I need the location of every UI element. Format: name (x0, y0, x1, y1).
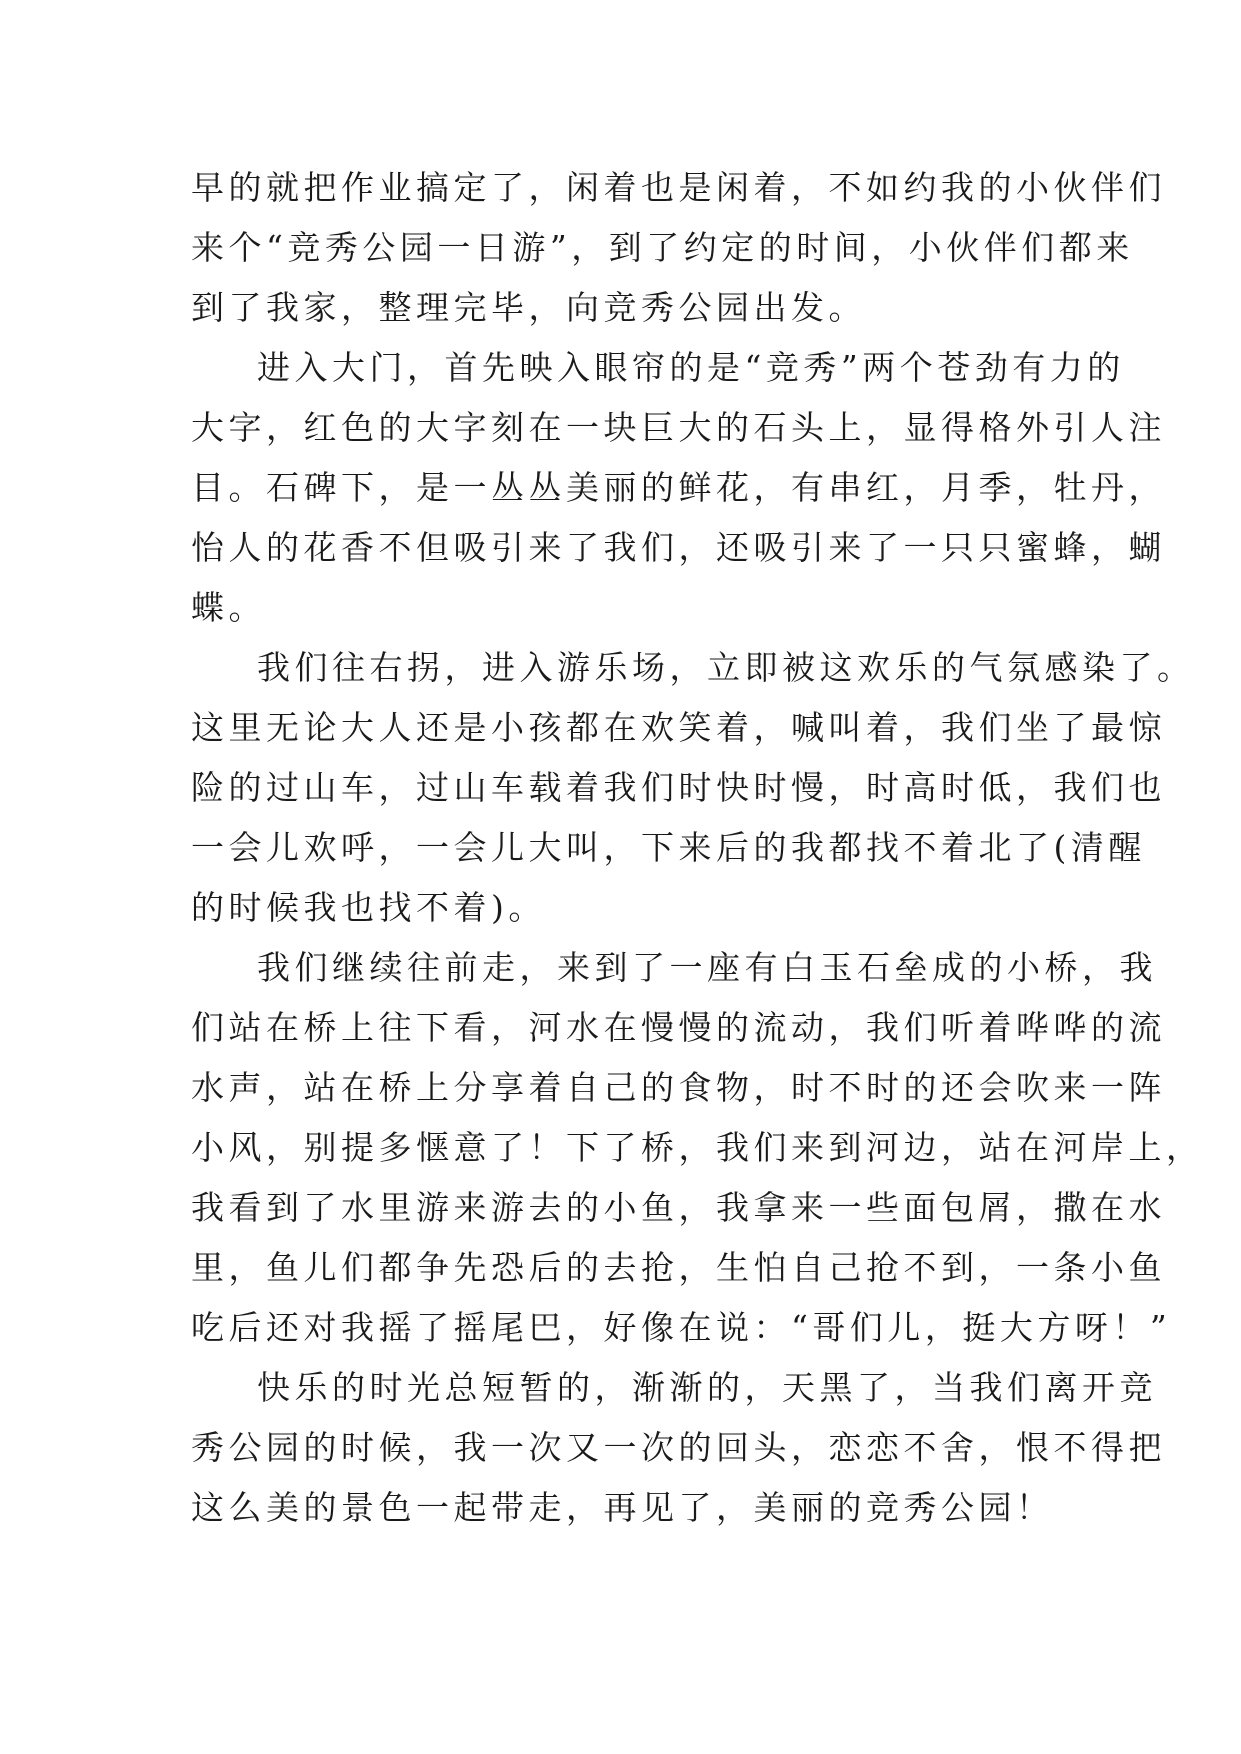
text-line: 到了我家，整理完毕，向竞秀公园出发。 (191, 288, 866, 327)
paragraph (191, 158, 1166, 338)
text-line: 这么美的景色一起带走，再见了，美丽的竞秀公园！ (191, 1488, 1054, 1527)
text-line: 早的就把作业搞定了，闲着也是闲着，不如约我的小伙伴们 (191, 168, 1166, 207)
paragraph (191, 638, 1195, 938)
text-line: 水声，站在桥上分享着自己的食物，时不时的还会吹来一阵 (191, 1068, 1166, 1107)
text-line: 大字，红色的大字刻在一块巨大的石头上，显得格外引人注 (191, 408, 1166, 447)
document-body (191, 158, 1204, 1538)
text-line: 怡人的花香不但吸引来了我们，还吸引来了一只只蜜蜂，蝴 (191, 528, 1166, 567)
text-line: 来个“竞秀公园一日游”，到了约定的时间，小伙伴们都来 (191, 228, 1134, 267)
paragraph (191, 1358, 1166, 1538)
text-line: 蝶。 (191, 588, 266, 627)
text-line: 吃后还对我摇了摇尾巴，好像在说：“哥们儿，挺大方呀！” (191, 1308, 1172, 1347)
text-line: 小风，别提多惬意了！下了桥，我们来到河边，站在河岸上， (191, 1128, 1204, 1167)
text-line: 险的过山车，过山车载着我们时快时慢，时高时低，我们也 (191, 768, 1166, 807)
text-line: 秀公园的时候，我一次又一次的回头，恋恋不舍，恨不得把 (191, 1428, 1166, 1467)
text-line: 我们往右拐，进入游乐场，立即被这欢乐的气氛感染了。 (257, 648, 1195, 687)
text-line: 一会儿欢呼，一会儿大叫，下来后的我都找不着北了(清醒 (191, 828, 1146, 867)
text-line: 这里无论大人还是小孩都在欢笑着，喊叫着，我们坐了最惊 (191, 708, 1166, 747)
text-line: 我看到了水里游来游去的小鱼，我拿来一些面包屑，撒在水 (191, 1188, 1166, 1227)
paragraph (191, 338, 1166, 638)
text-line: 里，鱼儿们都争先恐后的去抢，生怕自己抢不到，一条小鱼 (191, 1248, 1166, 1287)
text-line: 们站在桥上往下看，河水在慢慢的流动，我们听着哗哗的流 (191, 1008, 1166, 1047)
paragraph (191, 938, 1204, 1358)
text-line: 的时候我也找不着)。 (191, 888, 546, 927)
text-line: 快乐的时光总短暂的，渐渐的，天黑了，当我们离开竞 (257, 1368, 1157, 1407)
text-line: 我们继续往前走，来到了一座有白玉石垒成的小桥，我 (257, 948, 1157, 987)
text-line: 目。石碑下，是一丛丛美丽的鲜花，有串红，月季，牡丹， (191, 468, 1166, 507)
text-line: 进入大门，首先映入眼帘的是“竞秀”两个苍劲有力的 (257, 348, 1125, 387)
